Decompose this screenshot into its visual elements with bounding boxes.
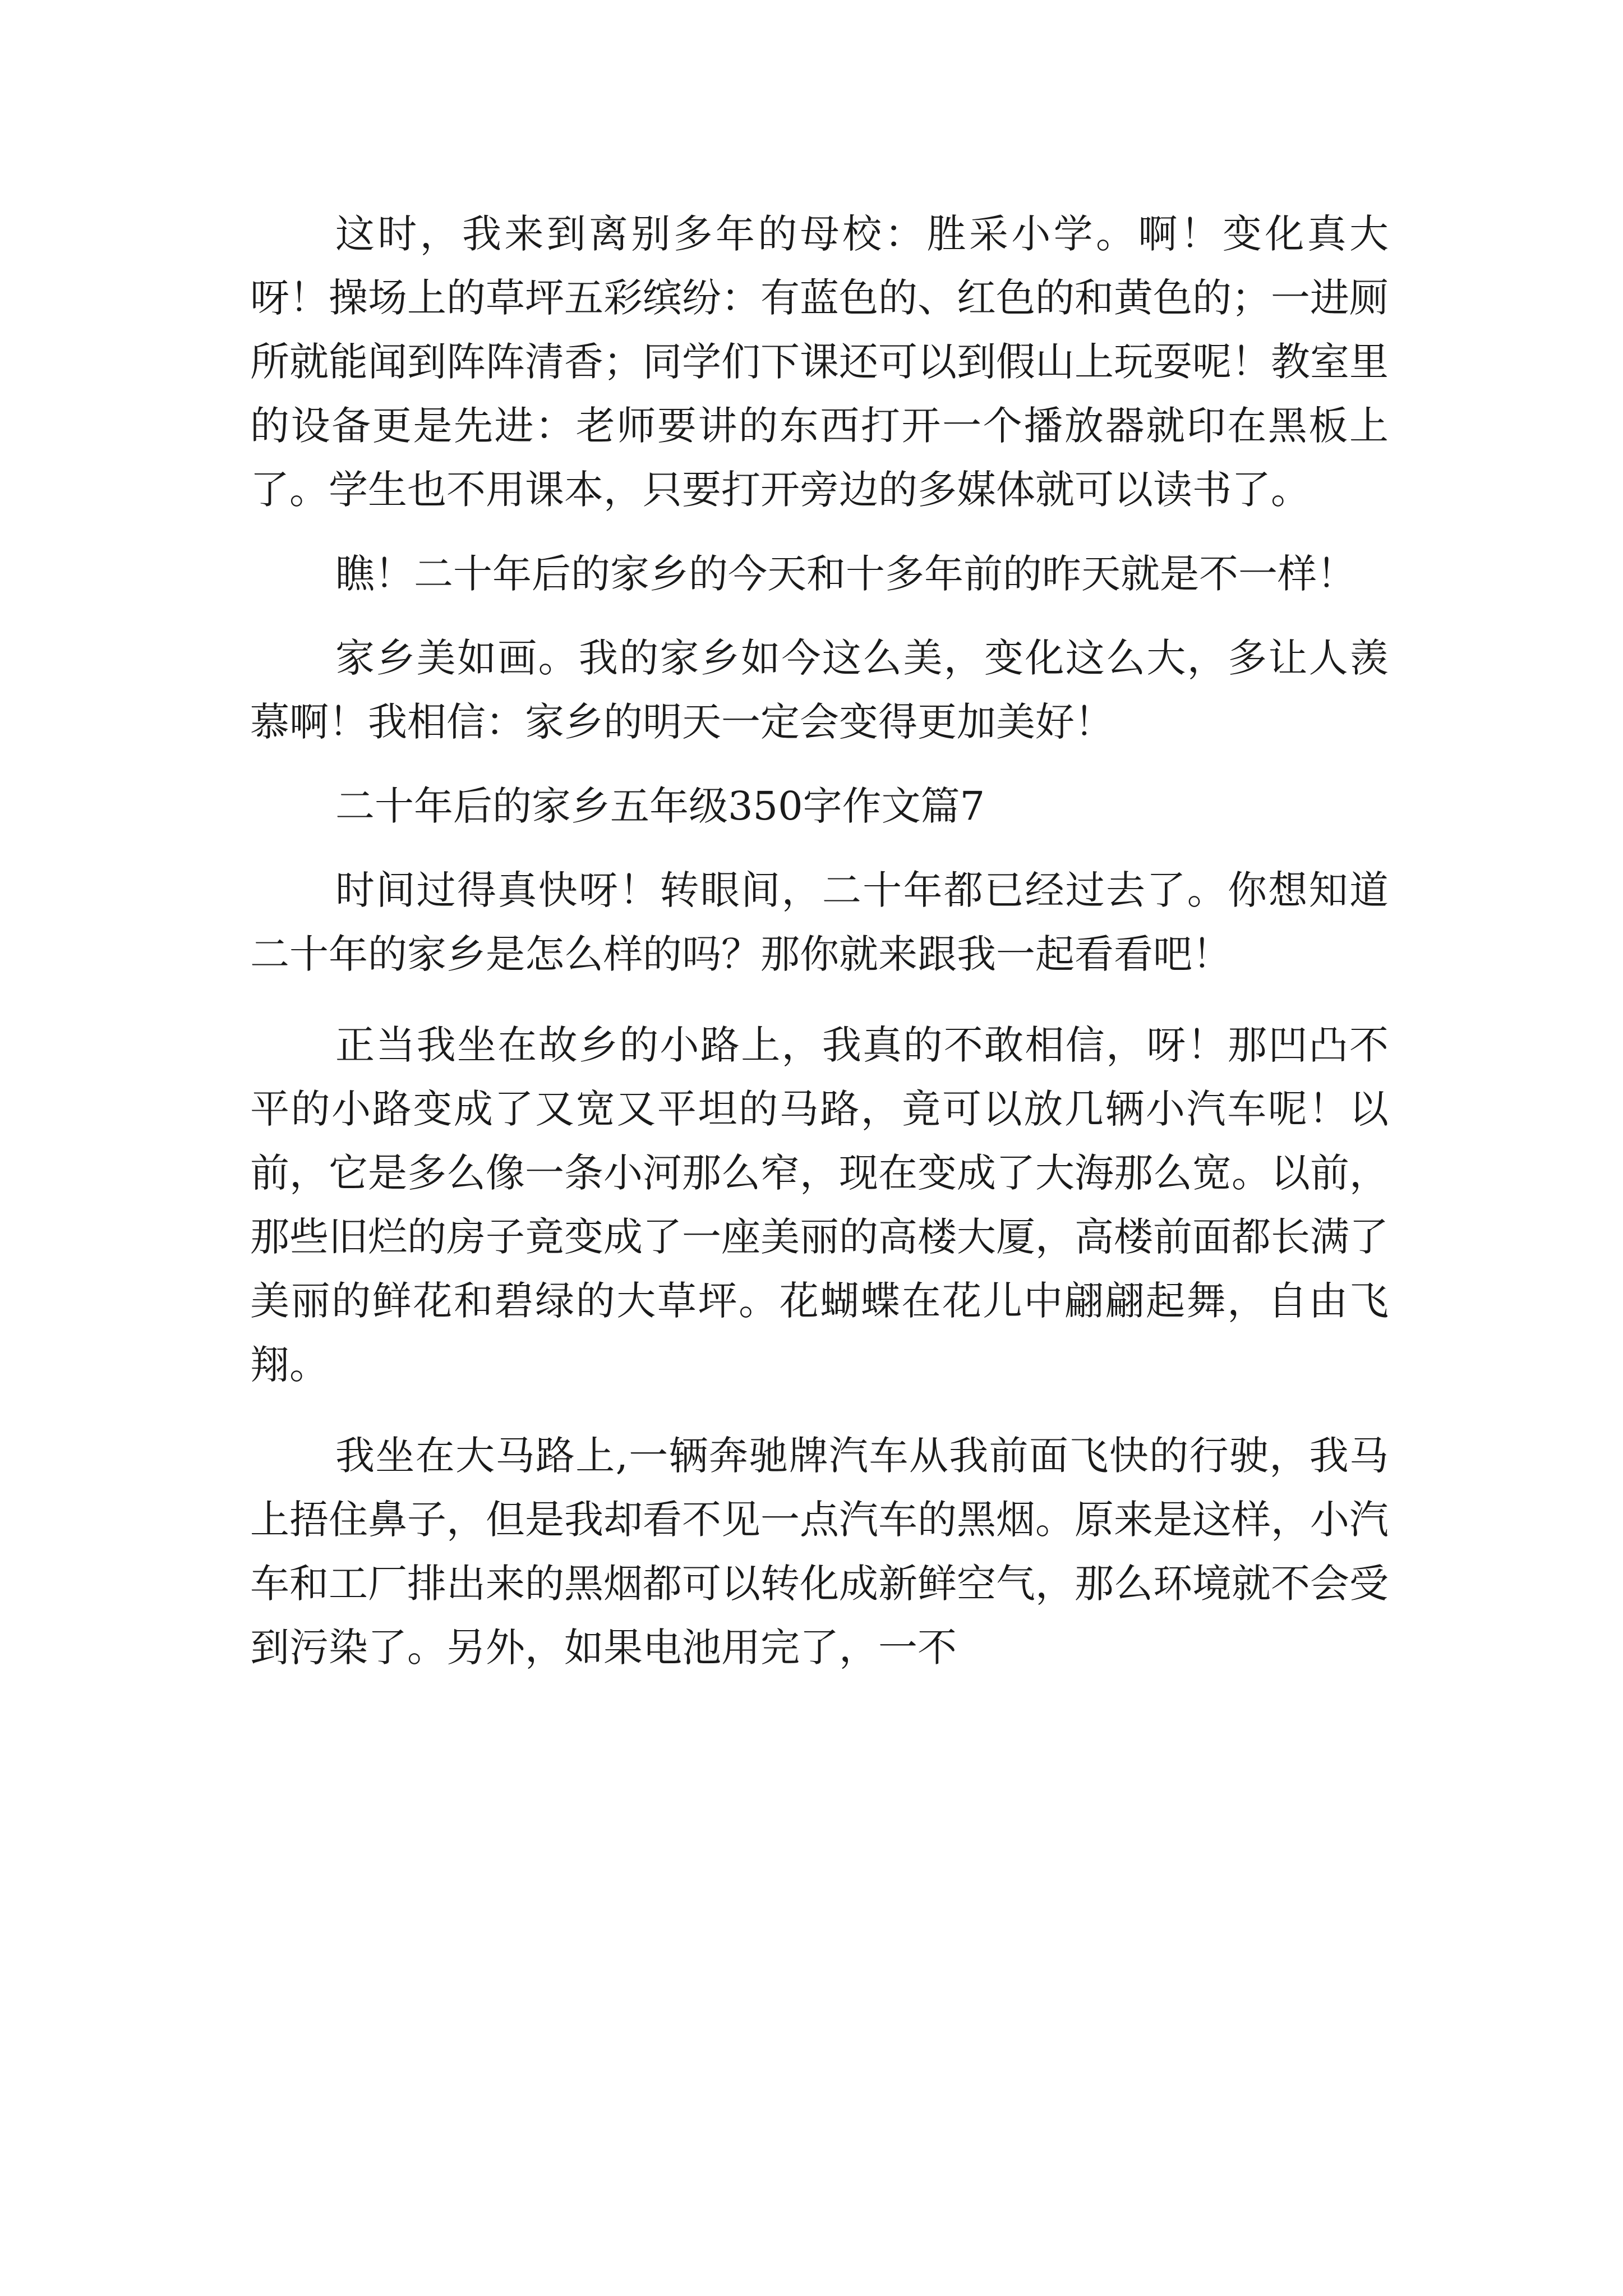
- paragraph: 正当我坐在故乡的小路上，我真的不敢相信，呀！那凹凸不平的小路变成了又宽又平坦的马路，竟可以放几辆小汽车呢！以前，它是多么像一条小河那么窄，现在变成了大海那么宽。以前，那些旧烂的房子竟变成了一座美丽的高楼大厦，高楼前面都长满了美丽的鲜花和碧绿的大草坪。花蝴蝶在花儿中翩翩起舞，自由飞翔。: [250, 1022, 1389, 1388]
- paragraph: 这时，我来到离别多年的母校：胜采小学。啊！变化真大呀！操场上的草坪五彩缤纷：有蓝色的、红色的和黄色的；一进厕所就能闻到阵阵清香；同学们下课还可以到假山上玩耍呢！教室里的设备更是先进：老师要讲的东西打开一个播放器就印在黑板上了。学生也不用课本，只要打开旁边的多媒体就可以读书了。: [250, 211, 1389, 513]
- paragraph: 我坐在大马路上,一辆奔驰牌汽车从我前面飞快的行驶，我马上捂住鼻子，但是我却看不见一点汽车的黑烟。原来是这样，小汽车和工厂排出来的黑烟都可以转化成新鲜空气，那么环境就不会受到污染了。另外，如果电池用完了，一不: [250, 1433, 1389, 1671]
- document-body: [250, 202, 1389, 1680]
- paragraph: 瞧！二十年后的家乡的今天和十多年前的昨天就是不一样！: [335, 551, 1356, 597]
- section-heading: 二十年后的家乡五年级350字作文篇7: [335, 783, 985, 829]
- paragraph: 家乡美如画。我的家乡如今这么美，变化这么大，多让人羡慕啊！我相信：家乡的明天一定会变得更加美好！: [250, 635, 1389, 745]
- paragraph: 时间过得真快呀！转眼间，二十年都已经过去了。你想知道二十年的家乡是怎么样的吗？那你就来跟我一起看看吧！: [250, 867, 1389, 977]
